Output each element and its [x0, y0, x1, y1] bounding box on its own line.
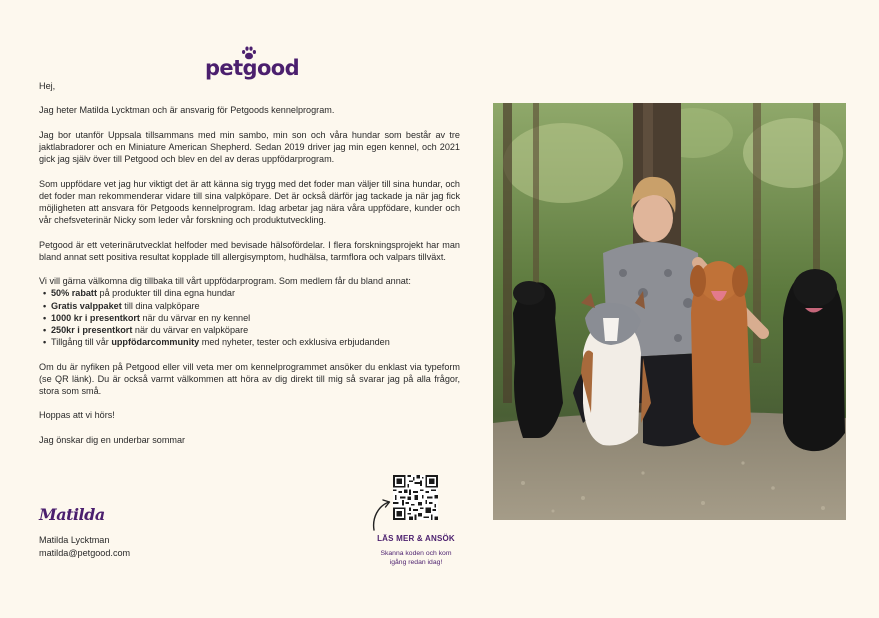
sender-email[interactable]: matilda@petgood.com — [39, 547, 131, 558]
logo-wordmark: petgood — [205, 56, 300, 80]
curved-arrow-icon — [370, 498, 392, 532]
scan-instruction: Skanna koden och kom igång redan idag! — [380, 550, 452, 566]
letter-body — [39, 80, 460, 458]
background-paragraph: Jag bor utanför Uppsala tillsammans med min sambo, min son och våra hundar som består av tre jaktlabradorer och en Miniature American Shepherd. Sedan 2019 driver jag min egen kennel, och 2021 gick jag själv över till Petgood och blev en del av deras uppfödarprogram. — [39, 129, 460, 165]
petgood-logo — [205, 46, 300, 80]
benefit-item: • 50% rabatt på produkter till dina egna hundar — [51, 287, 460, 299]
contact-paragraph: Om du är nyfiken på Petgood eller vill veta mer om kennelprogrammet ansöker du enklast via typeform (se QR länk). Du är också varmt välkommen att höra av dig direkt till mig så svarar jag på alla frågor, stora som små. — [39, 361, 460, 396]
role-paragraph: Som uppfödare vet jag hur viktigt det är att känna sig trygg med det foder man väljer till sina hundar, och det foder man rekommenderar vidare till sina valpköpare. Det är också därför jag tackade ja när jag fick möjligheten att ansvara för Petgoods kennelprogram. Idag arbetar jag nära våra uppfödare, kunder och vår chefsveterinär Nicky som leder vår forskning och produktutveckling. — [39, 178, 460, 226]
closing-line: Hoppas att vi hörs! — [39, 410, 115, 421]
benefits-list — [39, 287, 460, 348]
wishes-line: Jag önskar dig en underbar sommar — [39, 434, 186, 445]
intro-paragraph: Jag heter Matilda Lycktman och är ansvarig för Petgoods kennelprogram. — [39, 105, 335, 116]
read-more-apply-label: LÄS MER & ANSÖK — [377, 534, 455, 543]
product-paragraph: Petgood är ett veterinärutvecklat helfoder med bevisade hälsofördelar. I flera forskningsprojekt har man bland annat sett positiva resultat kopplade till allergisymptom, hudhälsa, tarmflora och valpars tillväxt. — [39, 239, 460, 262]
greeting: Hej, — [39, 81, 56, 91]
sender-block — [39, 534, 130, 559]
benefit-item: • Gratis valppaket till dina valpköpare — [51, 300, 460, 312]
benefit-item: • 250kr i presentkort när du värvar en valpköpare — [51, 324, 460, 336]
benefit-item: • Tillgång till vår uppfödarcommunity med nyheter, tester och exklusiva erbjudanden — [51, 336, 460, 348]
woman-with-dogs-photo — [493, 103, 846, 520]
sender-name: Matilda Lycktman — [39, 535, 110, 545]
invite-paragraph: Vi vill gärna välkomna dig tillbaka till vårt uppfödarprogram. Som medlem får du bland annat: — [39, 276, 411, 287]
handwritten-signature: Matilda — [39, 505, 105, 524]
qr-code-icon[interactable] — [393, 475, 438, 520]
benefit-item: • 1000 kr i presentkort när du värvar en ny kennel — [51, 312, 460, 324]
